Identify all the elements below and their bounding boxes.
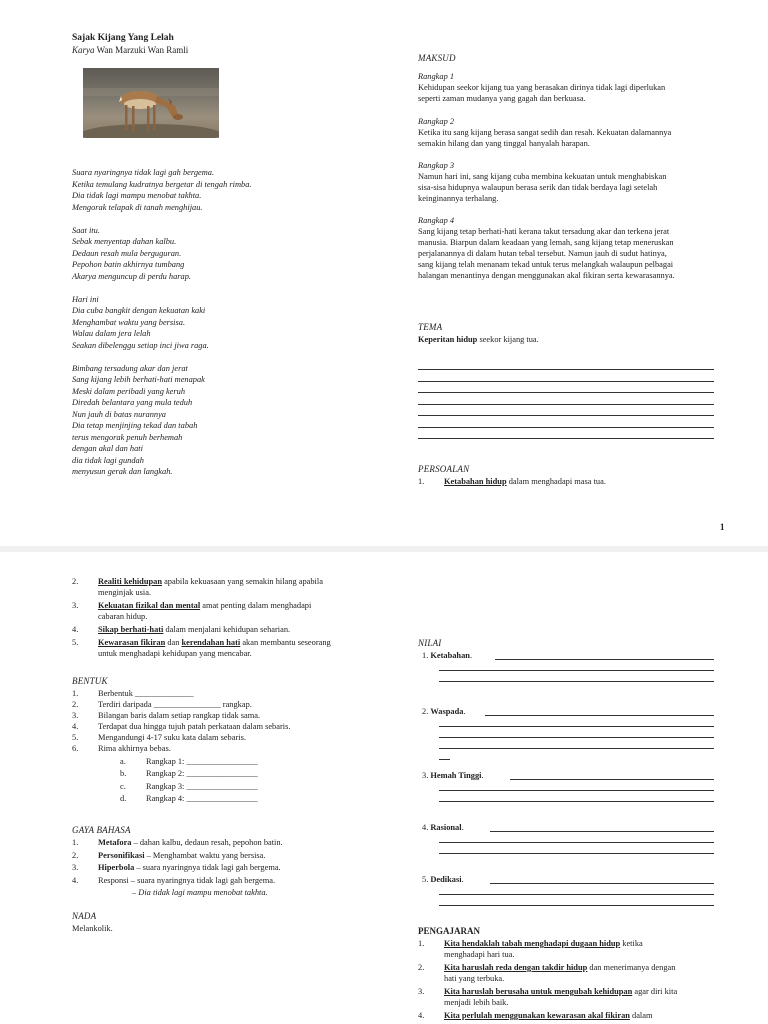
item-text: menghadapi hari tua. [444, 950, 515, 959]
rima-item [72, 793, 392, 804]
gaya-heading: GAYA BAHASA [72, 825, 131, 835]
item-text: . [481, 771, 484, 780]
nilai-label: Waspada [430, 707, 464, 716]
item-text [98, 875, 275, 886]
item-number: 3. [72, 863, 79, 872]
item-text: Mengandungi 4-17 suku kata dalam sebaris. [98, 733, 246, 742]
gaya-item [72, 875, 392, 886]
item-keyword: Metafora [98, 838, 132, 847]
item-keyword: Kewarasan fikiran [98, 638, 166, 647]
item-text [98, 837, 283, 848]
poem-line: Walau dalam jera lelah [72, 329, 151, 338]
item-text: agar diri kita [632, 987, 678, 996]
persoalan-item: 1. Ketabahan hidup dalam menghadapi masa tua. [418, 477, 606, 486]
item-text: Rangkap 2: _________________ [146, 769, 258, 778]
item-text [98, 637, 331, 659]
persoalan-item [72, 624, 392, 635]
item-number: 2. [418, 963, 425, 972]
item-text: Responsi – suara nyaringnya tidak lagi gah bergema. [98, 875, 276, 885]
rangkap-text: Ketika itu sang kijang berasa sangat sedih dan resah. Kekuatan dalamannya [418, 128, 672, 137]
persoalan-heading: PERSOALAN [418, 464, 470, 474]
item-letter: c. [120, 781, 126, 791]
rangkap-text: keinginannya terhalang. [418, 194, 499, 203]
poem-line: dia tidak lagi gundah [72, 455, 144, 465]
bentuk-item [72, 721, 392, 732]
nilai-heading: NILAI [418, 638, 442, 648]
persoalan-item [72, 576, 392, 598]
rangkap-text: seperti zaman mudanya yang gagah dan berkuasa. [418, 94, 586, 103]
bentuk-heading: BENTUK [72, 676, 108, 686]
answer-line[interactable] [418, 381, 714, 382]
nilai-label: Hemah Tinggi [430, 771, 482, 780]
item-number: 4. [422, 823, 431, 832]
item-letter: a. [120, 756, 126, 766]
maksud-heading: MAKSUD [418, 53, 456, 63]
bentuk-item [72, 688, 392, 699]
page-number: 1 [720, 522, 725, 532]
item-text: – suara nyaringnya tidak lagi gah bergema. [134, 863, 281, 872]
answer-line[interactable] [418, 369, 714, 370]
rangkap-text: manusia. Biarpun dalam keadaan yang lemah, sang kijang tetap meneruskan [418, 238, 674, 247]
poem-line [72, 282, 252, 294]
gaya-item [72, 837, 392, 848]
item-number: 4. [418, 1011, 425, 1020]
item-number: 5. [72, 733, 79, 742]
rangkap-title: Rangkap 3 [418, 161, 455, 170]
poem-line [72, 351, 252, 363]
gaya-list [72, 837, 392, 898]
answer-line[interactable] [510, 779, 714, 780]
poem-line: Seakan dibelenggu setiap inci jiwa raga. [72, 340, 209, 350]
item-text: Rima akhirnya bebas. [98, 744, 171, 753]
item-number: 3. [72, 601, 79, 610]
item-text [444, 938, 643, 960]
bentuk-list [72, 688, 392, 804]
item-letter: b. [120, 769, 127, 778]
poem-line [72, 213, 252, 225]
answer-line[interactable] [439, 748, 714, 749]
item-keyword: kerendahan hati [181, 638, 241, 647]
item-text: . [461, 823, 464, 832]
item-text [98, 576, 323, 598]
poem-line: terus mengorak penuh berhemah [72, 432, 183, 442]
item-number: 1. [422, 651, 431, 660]
poem-line: Bimbang tersadung akar dan jerat [72, 363, 188, 373]
item-text: hati yang terbuka. [444, 974, 505, 983]
item-text: – Menghambat waktu yang bersisa. [144, 850, 266, 860]
item-text [98, 600, 311, 622]
item-text [98, 850, 265, 861]
item-text: – dahan kalbu, dedaun resah, pepohon batin. [131, 838, 283, 847]
rima-item [72, 781, 392, 792]
item-text: dalam menjalani kehidupan seharian. [163, 625, 291, 634]
item-text: dan menerimanya dengan [587, 963, 676, 972]
item-number: 4. [72, 625, 79, 634]
item-text: cabaran hidup. [98, 612, 148, 621]
nada-heading: NADA [72, 911, 97, 921]
persoalan-item [72, 600, 392, 622]
item-text: dalam [629, 1011, 653, 1020]
maksud-section [418, 71, 728, 281]
answer-line[interactable] [418, 415, 714, 416]
rangkap-text: sang kijang telah menanam tekad untuk terus melangkah walaupun pelbagai [418, 260, 674, 269]
item-number: 1. [72, 838, 79, 847]
item-text: menginjak usia. [98, 588, 152, 597]
item-text: Rangkap 1: _________________ [146, 756, 258, 766]
item-number: 2. [72, 700, 79, 709]
pengajaran-item [418, 962, 728, 984]
persoalan-list [72, 576, 392, 661]
item-number: 2. [72, 850, 79, 860]
answer-line[interactable] [439, 737, 714, 738]
answer-line[interactable] [439, 842, 714, 843]
poem-line: Meski dalam peribadi yang keruh [72, 386, 186, 396]
item-text: . [469, 651, 473, 660]
poem-text [72, 167, 252, 478]
gaya-item [72, 850, 392, 861]
nilai-item [422, 770, 484, 781]
rangkap-text: semakin hilang dan yang tinggal hanyalah harapan. [418, 139, 590, 148]
poem-line: Diredah belantara yang mula teduh [72, 398, 193, 407]
item-number: 6. [72, 744, 79, 753]
nilai-item [422, 650, 472, 661]
answer-line[interactable] [439, 853, 714, 854]
pengajaran-item [418, 938, 728, 960]
item-keyword: Kekuatan fizikal dan mental [98, 601, 201, 610]
poem-line: Dia tidak lagi mampu menobat takhta. [72, 191, 202, 200]
item-text: Terdapat dua hingga tujuh patah perkataan dalam sebaris. [98, 722, 291, 731]
poem-line: Saat itu. [72, 225, 100, 235]
rangkap-title: Rangkap 2 [418, 117, 455, 126]
answer-line[interactable] [439, 726, 714, 727]
item-text [98, 624, 290, 635]
poem-line: Hari ini [72, 294, 99, 304]
rangkap-text: Namun hari ini, sang kijang cuba membina kekuatan untuk menghabiskan [418, 172, 667, 181]
poem-line: Menghambat waktu yang bersisa. [72, 317, 186, 327]
item-text: Berbentuk ______________ [98, 689, 194, 698]
gaya-item [72, 862, 392, 873]
rangkap-text: sisa-sisa hidupnya walaupun berasa serik dan tidak berdaya lagi setelah [418, 183, 658, 192]
item-text: Rangkap 3: _________________ [146, 781, 258, 791]
item-number: 4. [72, 875, 79, 885]
answer-line[interactable] [485, 715, 714, 716]
answer-line[interactable] [439, 801, 714, 802]
answer-line[interactable] [439, 681, 714, 682]
rangkap-text: halangan menantinya dengan menggunakan akal fikiran serta kewarasannya. [418, 271, 675, 280]
item-letter: d. [120, 794, 127, 803]
pengajaran-item [418, 1010, 728, 1021]
item-text [98, 862, 281, 873]
poem-line: Mengorak telapak di tanah menghijau. [72, 202, 203, 212]
pengajaran-list [418, 938, 728, 1023]
item-text: untuk menghadapi kehidupan yang mencabar. [98, 649, 252, 658]
answer-line[interactable] [439, 894, 714, 895]
nada-text: Melankolik. [72, 924, 113, 933]
item-keyword: Kita perlulah menggunakan kewarasan akal fikiran [444, 1011, 630, 1020]
answer-line[interactable] [439, 759, 450, 760]
nilai-label: Dedikasi [430, 875, 462, 884]
item-number: 3. [422, 771, 431, 780]
item-text: apabila kekuasaan yang semakin hilang apabila [162, 577, 323, 586]
pengajaran-item [418, 986, 728, 1008]
pengajaran-heading: PENGAJARAN [418, 926, 480, 936]
item-keyword: Sikap berhati-hati [98, 625, 164, 634]
rima-item [72, 768, 392, 779]
poem-line: Suara nyaringnya tidak lagi gah bergema. [72, 168, 215, 177]
tema-heading: TEMA [418, 322, 443, 332]
poem-line: Dedaun resah mula berguguran. [72, 248, 182, 258]
item-text: Rangkap 4: _________________ [146, 794, 258, 803]
bentuk-item [72, 732, 392, 743]
answer-line[interactable] [418, 392, 714, 393]
item-number: 1. [72, 689, 79, 698]
item-text [444, 986, 677, 1008]
answer-line[interactable] [439, 905, 714, 906]
rangkap-text: Sang kijang tetap berhati-hati kerana takut tersadung akar dan terkena jerat [418, 227, 670, 236]
nilai-item [422, 874, 464, 885]
item-number: 5. [422, 875, 431, 884]
bentuk-item [72, 743, 392, 754]
nilai-label: Rasional [430, 823, 462, 832]
nilai-item [422, 822, 464, 833]
item-text: amat penting dalam menghadapi [200, 601, 312, 610]
item-text: dan [165, 638, 182, 647]
item-text: . [463, 707, 466, 716]
item-text [444, 962, 675, 984]
item-text: . [461, 875, 464, 884]
item-keyword: Kita hendaklah tabah menghadapi dugaan hidup [444, 939, 621, 948]
poem-line: Ketika temulang kudratnya bergetar di tengah rimba. [72, 179, 252, 189]
page-2 [0, 552, 768, 1024]
item-keyword: Hiperbola [98, 863, 135, 872]
answer-line[interactable] [490, 883, 714, 884]
item-text: menjadi lebih baik. [444, 998, 509, 1007]
item-number: 2. [422, 707, 431, 716]
poem-line: Nun jauh di batas nurannya [72, 409, 166, 419]
item-text [444, 1010, 652, 1021]
bentuk-item [72, 699, 392, 710]
poem-line: Pepohon batin akhirnya tumbang [72, 260, 185, 269]
deer-photo [83, 68, 219, 138]
answer-line[interactable] [439, 790, 714, 791]
item-number: 2. [72, 577, 79, 586]
answer-line[interactable] [495, 659, 714, 660]
bentuk-item [72, 710, 392, 721]
answer-line[interactable] [439, 670, 714, 671]
nilai-label: Ketabahan [430, 651, 470, 660]
rangkap-title: Rangkap 4 [418, 216, 455, 225]
item-text: Bilangan baris dalam setiap rangkap tidak sama. [98, 711, 261, 720]
answer-line[interactable] [490, 831, 714, 832]
answer-line[interactable] [418, 438, 714, 439]
poem-line: Dia tetap menjinjing tekad dan tabah [72, 421, 198, 430]
item-text: ketika [620, 939, 643, 948]
poem-line: Dia cuba bangkit dengan kekuatan kaki [72, 306, 206, 315]
rangkap-text: perjalanannya di dalam hutan tebal tersebut. Namun jauh di sudut hatinya, [418, 249, 667, 258]
item-number: 3. [418, 987, 425, 996]
item-keyword: Kita haruslah berusaha untuk mengubah kehidupan [444, 987, 633, 996]
item-number: 1. [418, 939, 425, 948]
poem-author: Karya Wan Marzuki Wan Ramli [72, 45, 189, 55]
rangkap-text: Kehidupan seekor kijang tua yang berasakan dirinya tidak lagi diperlukan [418, 83, 666, 92]
poem-line: dengan akal dan hati [72, 444, 143, 453]
rangkap-title: Rangkap 1 [418, 72, 455, 81]
item-keyword: Realiti kehidupan [98, 577, 162, 586]
rima-item [72, 756, 392, 767]
tema-text: Keperitan hidup seekor kijang tua. [418, 335, 539, 344]
item-number: 5. [72, 638, 79, 647]
item-number: 4. [72, 722, 79, 731]
item-keyword: Kita haruslah reda dengan takdir hidup [444, 963, 588, 972]
poem-title: Sajak Kijang Yang Lelah [72, 33, 174, 43]
poem-line: menyusun gerak dan langkah. [72, 467, 173, 476]
answer-line[interactable] [418, 427, 714, 428]
answer-line[interactable] [418, 404, 714, 405]
nilai-item [422, 706, 466, 717]
gaya-extra: – Dia tidak lagi mampu menobat takhta. [132, 888, 268, 897]
item-text: akan membantu seseorang [240, 638, 331, 647]
persoalan-item [72, 637, 392, 659]
poem-line: Akarya menguncup di perdu harap. [72, 271, 192, 281]
item-keyword: Personifikasi [98, 850, 145, 860]
item-text: Terdiri daripada ________________ rangkap. [98, 700, 252, 709]
item-number: 3. [72, 711, 79, 720]
poem-line: Sang kijang lebih berhati-hati menapak [72, 375, 205, 384]
poem-line: Sebak menyentap dahan kalbu. [72, 237, 177, 246]
